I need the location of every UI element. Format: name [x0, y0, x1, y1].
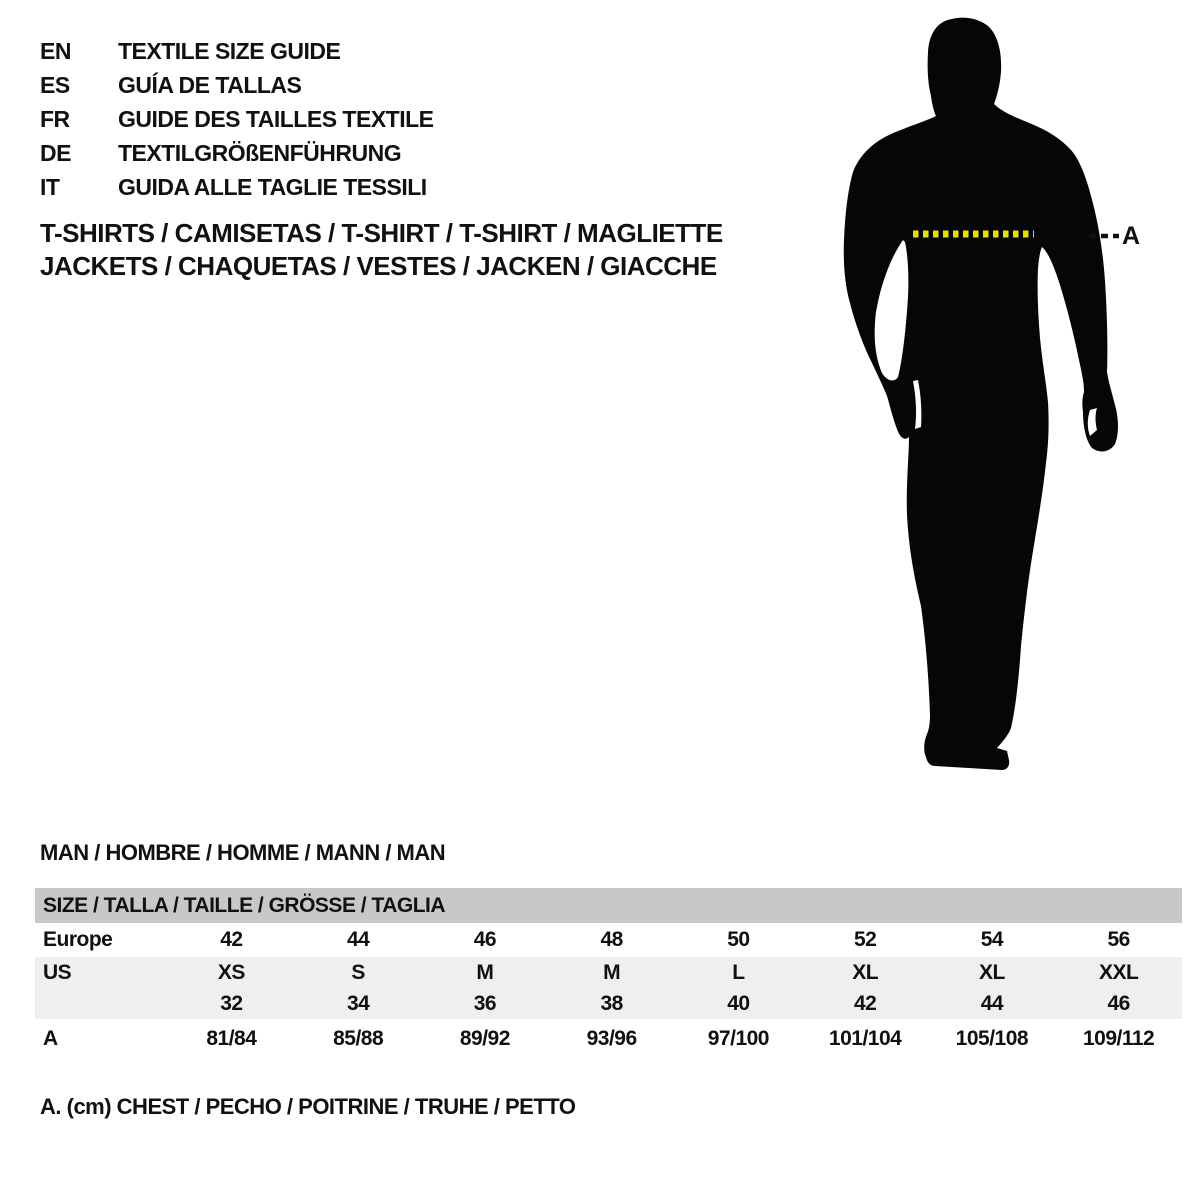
table-cell: 44	[346, 928, 370, 951]
table-cell: XL	[978, 960, 1005, 984]
table-cell: 101/104	[828, 1027, 902, 1050]
table-cell: S	[351, 960, 365, 984]
table-cell: 56	[1107, 928, 1130, 951]
table-cell: M	[603, 960, 621, 984]
table-cell: 44	[980, 991, 1004, 1015]
language-guide-title: GUIDA ALLE TAGLIE TESSILI	[118, 173, 427, 200]
table-cell: XL	[852, 960, 879, 984]
table-cell: L	[732, 960, 745, 984]
table-cell: 50	[727, 928, 750, 951]
table-cell: 36	[473, 991, 497, 1015]
table-cell: 89/92	[459, 1027, 510, 1050]
language-code: EN	[40, 37, 71, 64]
table-cell: 32	[220, 991, 243, 1015]
table-cell: XXL	[1098, 960, 1139, 984]
table-row-europe	[35, 923, 1182, 957]
size-table	[35, 888, 1182, 1059]
table-cell: 52	[853, 928, 877, 951]
language-row	[40, 102, 434, 136]
language-guide-list	[40, 34, 434, 204]
table-cell: 42	[853, 991, 877, 1015]
language-row	[40, 68, 434, 102]
table-row-chest-a	[35, 1019, 1182, 1059]
table-cell: 109/112	[1082, 1027, 1155, 1050]
table-cell: 46	[473, 928, 497, 951]
row-label: US	[43, 960, 72, 984]
language-row	[40, 136, 434, 170]
man-silhouette	[820, 0, 1160, 800]
language-guide-title: TEXTILGRÖßENFÜHRUNG	[118, 139, 402, 166]
language-code: DE	[40, 139, 71, 166]
size-table-header-label: SIZE / TALLA / TAILLE / GRÖSSE / TAGLIA	[43, 893, 446, 917]
table-cell: 54	[980, 928, 1004, 951]
row-label: A	[43, 1027, 58, 1050]
table-cell: 93/96	[586, 1027, 637, 1050]
measurement-footnote: A. (cm) CHEST / PECHO / POITRINE / TRUHE / PETTO	[40, 1094, 576, 1119]
language-row	[40, 34, 434, 68]
table-cell: M	[476, 960, 494, 984]
table-row-us	[35, 957, 1182, 988]
table-cell: 34	[346, 991, 370, 1015]
table-cell: 42	[220, 928, 243, 951]
language-guide-title: TEXTILE SIZE GUIDE	[118, 37, 341, 64]
table-cell: 40	[727, 991, 750, 1015]
language-code: FR	[40, 105, 70, 132]
table-cell: 46	[1107, 991, 1130, 1015]
category-line-tshirts: T-SHIRTS / CAMISETAS / T-SHIRT / T-SHIRT / MAGLIETTE	[40, 218, 723, 248]
product-categories	[40, 217, 723, 283]
row-label: Europe	[43, 928, 113, 951]
table-cell: 105/108	[955, 1027, 1029, 1050]
language-guide-title: GUIDE DES TAILLES TEXTILE	[118, 105, 434, 132]
man-silhouette-body	[844, 18, 1118, 770]
category-line-jackets: JACKETS / CHAQUETAS / VESTES / JACKEN / GIACCHE	[40, 251, 717, 281]
table-cell: 81/84	[206, 1027, 257, 1050]
table-cell: 38	[600, 991, 623, 1015]
section-title-man: MAN / HOMBRE / HOMME / MANN / MAN	[40, 840, 446, 865]
size-table-header	[35, 888, 1182, 923]
measure-label-a: A	[1122, 222, 1141, 250]
language-row	[40, 170, 434, 204]
table-cell: 85/88	[333, 1027, 384, 1050]
table-cell: 48	[600, 928, 623, 951]
table-cell: 97/100	[707, 1027, 769, 1050]
language-code: ES	[40, 71, 70, 98]
language-code: IT	[40, 173, 60, 200]
table-cell: XS	[217, 960, 245, 984]
language-guide-title: GUÍA DE TALLAS	[118, 71, 302, 98]
table-row-numeric	[35, 988, 1182, 1019]
